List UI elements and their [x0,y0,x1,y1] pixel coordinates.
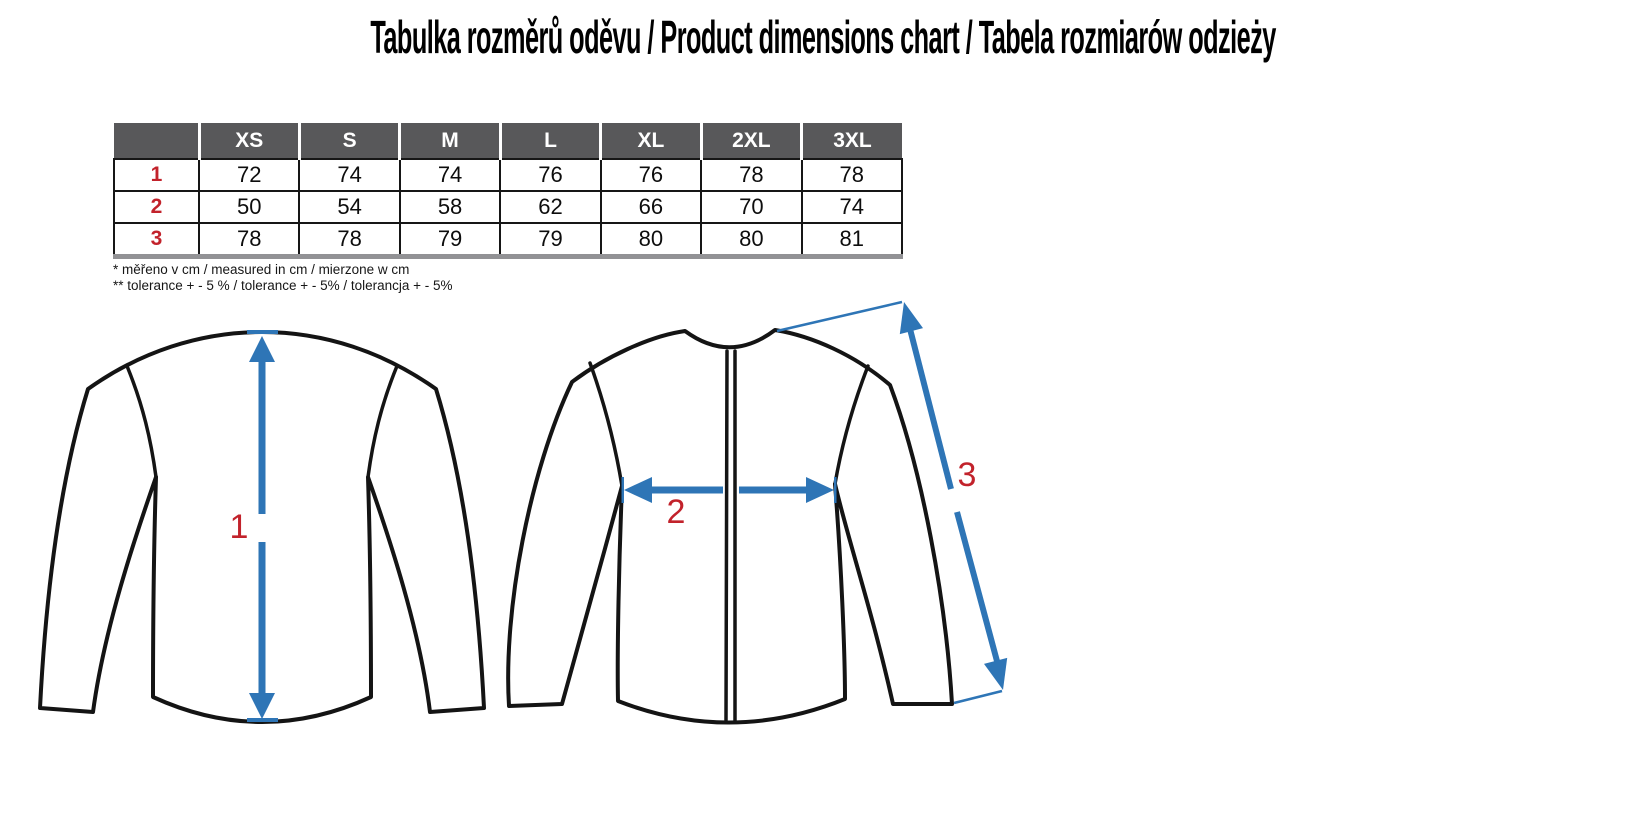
arrow-3-bottom-extension [954,691,1002,703]
arrow-2-left-tick [622,477,625,503]
cell-1-m: 74 [400,159,500,191]
cell-3-s: 78 [299,223,399,257]
cell-3-xl: 80 [601,223,701,257]
arrow-1-bottom-tick [247,718,278,722]
cell-1-xl: 76 [601,159,701,191]
header-size-3xl: 3XL [802,123,902,159]
front-garment-outline [508,330,952,723]
header-size-2xl: 2XL [701,123,801,159]
cell-3-3xl: 81 [802,223,902,257]
arrow-2-right-tick [834,477,837,503]
cell-3-l: 79 [500,223,600,257]
header-size-s: S [299,123,399,159]
dimension-2-label: 2 [666,493,686,531]
arrow-1-shaft-upper [259,360,266,514]
cell-1-l: 76 [500,159,600,191]
arrow-1-top-tick [247,330,278,334]
cell-1-2xl: 78 [701,159,801,191]
cell-2-3xl: 74 [802,191,902,223]
cell-1-3xl: 78 [802,159,902,191]
dimension-3-label: 3 [957,456,977,494]
page-title-text: Tabulka rozměrů oděvu / Product dimensions chart / Tabela rozmiarów odzieży [370,11,1276,63]
row-label-1: 1 [114,159,199,191]
arrow-1-shaft-lower [259,542,266,694]
arrow-3-shaft-lower [957,512,998,663]
header-size-xs: XS [199,123,299,159]
footnote-measured-in-cm: * měřeno v cm / measured in cm / mierzone w cm [113,262,410,277]
cell-2-xl: 66 [601,191,701,223]
header-size-l: L [500,123,600,159]
cell-2-2xl: 70 [701,191,801,223]
arrow-3-head-bottom [984,658,1007,690]
row-label-2: 2 [114,191,199,223]
cell-1-s: 74 [299,159,399,191]
dimension-1-label: 1 [229,508,249,546]
row-label-3: 3 [114,223,199,257]
header-size-m: M [400,123,500,159]
zipper-left-line [726,351,727,720]
cell-3-2xl: 80 [701,223,801,257]
footnote-tolerance: ** tolerance + - 5 % / tolerance + - 5% / tolerancja + - 5% [113,277,453,293]
cell-2-m: 58 [400,191,500,223]
cell-2-xs: 50 [199,191,299,223]
arrow-2-shaft-left [649,487,723,494]
arrow-3-top-extension [777,302,902,331]
cell-3-xs: 78 [199,223,299,257]
cell-1-xs: 72 [199,159,299,191]
cell-2-l: 62 [500,191,600,223]
header-size-xl: XL [601,123,701,159]
cell-2-s: 54 [299,191,399,223]
front-view-garment [508,330,952,723]
cell-3-m: 79 [400,223,500,257]
arrow-2-shaft-right [739,487,808,494]
